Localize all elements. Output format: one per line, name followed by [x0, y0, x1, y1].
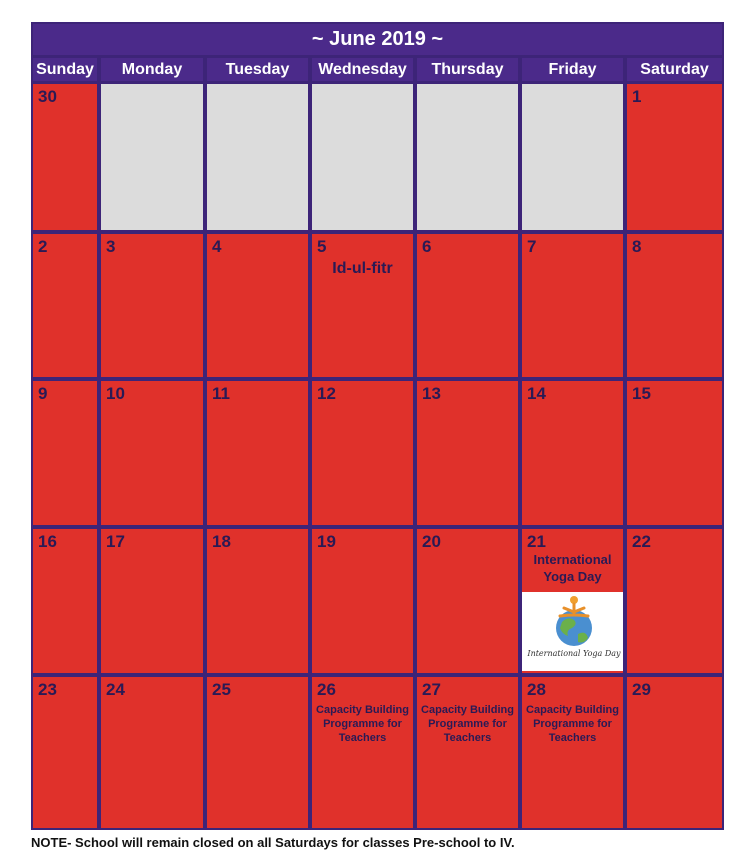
- day-cell: [101, 234, 203, 377]
- day-header-thursday: Thursday: [417, 58, 518, 81]
- day-cell: [33, 529, 97, 673]
- empty-cell: [312, 84, 413, 230]
- empty-cell: [207, 84, 308, 230]
- day-number: 24: [106, 680, 125, 699]
- day-number: 16: [38, 532, 57, 551]
- day-cell: [33, 677, 97, 828]
- event-label: Capacity Building Programme for Teachers: [316, 704, 409, 744]
- empty-cell: [101, 84, 203, 230]
- day-number: 10: [106, 384, 125, 403]
- day-cell: [207, 529, 308, 673]
- day-header-saturday: Saturday: [627, 58, 722, 81]
- day-number: 1: [632, 87, 642, 106]
- day-cell: [312, 381, 413, 525]
- day-number: 30: [38, 87, 57, 106]
- day-number: 26: [317, 680, 336, 699]
- day-number: 23: [38, 680, 57, 699]
- empty-cell: [417, 84, 518, 230]
- day-number: 8: [632, 237, 642, 256]
- day-number: 5: [317, 237, 327, 256]
- day-number: 11: [212, 384, 230, 403]
- day-number: 13: [422, 384, 441, 403]
- day-number: 27: [422, 680, 441, 699]
- day-number: 3: [106, 237, 116, 256]
- footer-note: NOTE- School will remain closed on all Saturdays for classes Pre-school to IV.: [31, 835, 515, 850]
- day-number: 14: [527, 384, 546, 403]
- day-cell: [207, 381, 308, 525]
- day-cell: [522, 234, 623, 377]
- day-cell: [417, 677, 518, 828]
- day-cell: [522, 677, 623, 828]
- day-cell: [207, 677, 308, 828]
- day-cell: [101, 381, 203, 525]
- event-label: Capacity Building Programme for Teachers: [421, 704, 514, 744]
- event-label: Id-ul-fitr: [332, 260, 393, 277]
- day-number: 21: [527, 532, 546, 551]
- yoga-day-image: [522, 592, 623, 671]
- day-number: 22: [632, 532, 651, 551]
- day-header-sunday: Sunday: [33, 58, 97, 81]
- day-number: 9: [38, 384, 48, 403]
- day-header-friday: Friday: [522, 58, 623, 81]
- day-number: 25: [212, 680, 231, 699]
- day-number: 2: [38, 237, 48, 256]
- day-number: 17: [106, 532, 125, 551]
- day-cell: [33, 234, 97, 377]
- day-cell: [101, 529, 203, 673]
- day-number: 15: [632, 384, 651, 403]
- calendar: [31, 22, 724, 830]
- day-cell: [33, 381, 97, 525]
- day-cell: [417, 381, 518, 525]
- day-number: 28: [527, 680, 546, 699]
- day-cell: [417, 234, 518, 377]
- day-number: 6: [422, 237, 432, 256]
- day-header-tuesday: Tuesday: [207, 58, 308, 81]
- calendar-title: ~ June 2019 ~: [33, 24, 722, 55]
- day-cell: [627, 234, 722, 377]
- day-cell: [522, 381, 623, 525]
- svg-text:International Yoga Day: International Yoga Day: [527, 649, 621, 658]
- day-cell: [207, 234, 308, 377]
- day-number: 4: [212, 237, 222, 256]
- yoga-day-logo-icon: [522, 592, 623, 671]
- day-cell: [522, 529, 623, 673]
- day-cell: [312, 529, 413, 673]
- day-header-monday: Monday: [101, 58, 203, 81]
- empty-cell: [522, 84, 623, 230]
- day-cell: [627, 381, 722, 525]
- day-cell: [627, 84, 722, 230]
- event-label: Capacity Building Programme for Teachers: [526, 704, 619, 744]
- day-header-wednesday: Wednesday: [312, 58, 413, 81]
- day-cell: [312, 677, 413, 828]
- day-number: 12: [317, 384, 336, 403]
- day-cell: [417, 529, 518, 673]
- day-cell: [33, 84, 97, 230]
- event-label: International Yoga Day: [533, 552, 612, 584]
- day-cell: [627, 677, 722, 828]
- day-number: 19: [317, 532, 336, 551]
- day-number: 18: [212, 532, 231, 551]
- day-number: 29: [632, 680, 651, 699]
- day-cell: [627, 529, 722, 673]
- day-number: 7: [527, 237, 537, 256]
- day-cell: [101, 677, 203, 828]
- day-number: 20: [422, 532, 441, 551]
- day-cell: [312, 234, 413, 377]
